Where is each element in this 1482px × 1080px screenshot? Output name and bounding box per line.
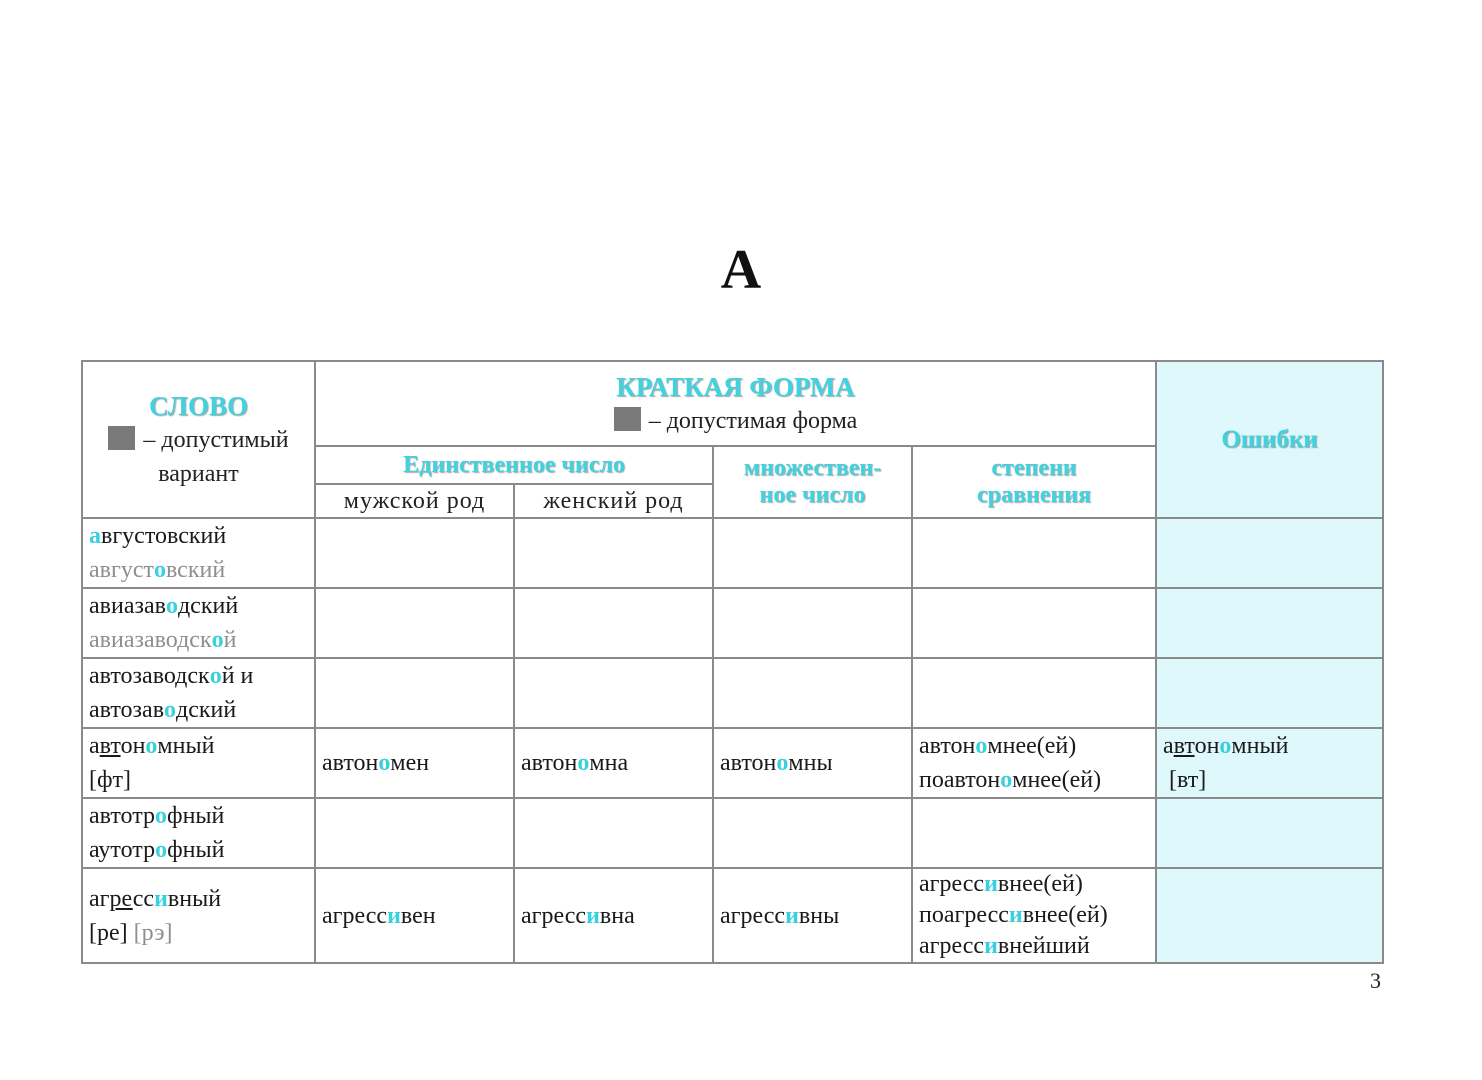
word-cell-line-part: о: [155, 803, 168, 829]
word-cell-line-part: фный: [167, 803, 225, 829]
degrees-cell-line: [919, 931, 1155, 962]
masculine-cell-line-part: вен: [400, 902, 436, 929]
plural-cell-line-part: агресс: [720, 902, 786, 929]
word-cell-line-part: и: [154, 885, 168, 912]
degrees-cell: [912, 658, 1156, 728]
degrees-cell-line-part: и: [984, 871, 998, 897]
errors-cell: [1156, 658, 1383, 728]
word-cell: [82, 658, 315, 728]
degrees-cell-line-part: агресс: [919, 933, 985, 959]
page-number: 3: [1370, 968, 1381, 993]
word-cell-line-part: вский: [165, 557, 226, 583]
word-cell-line: [89, 693, 314, 727]
plural-cell-line-part: автон: [720, 750, 777, 776]
short-form-table: [81, 360, 1384, 964]
word-cell-line-part: август: [89, 557, 154, 583]
word-cell-line-part: мный: [157, 733, 215, 759]
word-cell-line-part: [ре]: [89, 919, 134, 946]
word-cell-line-part: ре: [109, 885, 133, 912]
word-cell-line: [89, 519, 314, 553]
feminine-cell-line-part: автон: [521, 750, 578, 776]
word-cell-line-part: автотр: [89, 803, 156, 829]
errors-cell-line-part: о: [1219, 733, 1232, 759]
errors-cell-line-part: а: [1163, 733, 1174, 759]
table-row: [82, 728, 1383, 798]
degrees-cell-line-part: внейший: [997, 933, 1090, 959]
masculine-cell-line-part: агресс: [322, 902, 388, 929]
degrees-cell-line: [919, 869, 1155, 900]
word-cell: [82, 588, 315, 658]
degrees-cell-line-part: поавтон: [919, 767, 1001, 793]
legend-square-icon: [108, 426, 135, 450]
plural-cell: [713, 798, 912, 868]
degrees-cell-line-part: мнее(ей): [1012, 767, 1102, 793]
masculine-cell: [315, 798, 514, 868]
degrees-cell-line-part: агресс: [919, 871, 985, 897]
errors-cell-line: [1163, 763, 1382, 797]
degrees-cell: [912, 728, 1156, 798]
word-cell-line-part: автозаводск: [89, 663, 210, 689]
table-row: [82, 798, 1383, 868]
word-cell: [82, 728, 315, 798]
degrees-cell-line-part: внее(ей): [1022, 902, 1108, 928]
word-cell-line-part: дский: [176, 697, 237, 723]
word-cell-line: [89, 799, 314, 833]
plural-cell: [713, 728, 912, 798]
degrees-header: степени сравнения: [912, 446, 1156, 518]
section-letter: А: [720, 239, 762, 301]
plural-cell-line: [720, 899, 911, 933]
degrees-cell-line-part: о: [975, 733, 988, 759]
word-cell: [82, 868, 315, 963]
word-cell: [82, 798, 315, 868]
word-cell-line: [89, 729, 314, 763]
degrees-cell: [912, 588, 1156, 658]
feminine-header: женский род: [514, 484, 713, 518]
word-cell-line: [89, 553, 314, 587]
plural-cell-line-part: о: [776, 750, 789, 776]
errors-cell: [1156, 798, 1383, 868]
errors-cell-line-part: [вт]: [1163, 767, 1207, 793]
degrees-cell: [912, 868, 1156, 963]
masculine-cell-line-part: о: [378, 750, 391, 776]
word-cell-line-part: о: [209, 663, 222, 689]
word-cell-line-part: й и: [221, 663, 254, 689]
masculine-cell: [315, 658, 514, 728]
feminine-cell-line-part: и: [586, 902, 600, 929]
feminine-cell: [514, 798, 713, 868]
degrees-cell-line: [919, 763, 1155, 797]
masculine-header: мужской род: [315, 484, 514, 518]
feminine-cell: [514, 868, 713, 963]
word-cell-line-part: о: [165, 593, 178, 619]
degrees-cell-line-part: автон: [919, 733, 976, 759]
errors-cell-line-part: мный: [1231, 733, 1289, 759]
feminine-cell: [514, 518, 713, 588]
degrees-cell: [912, 798, 1156, 868]
degrees-cell-line-part: о: [1000, 767, 1013, 793]
word-cell-line-part: вт: [99, 733, 121, 759]
feminine-cell-line-part: вна: [599, 902, 635, 929]
word-cell-line-part: автозав: [89, 697, 165, 723]
singular-header: Единственное число: [315, 446, 713, 484]
word-cell-line-part: а: [89, 523, 101, 549]
word-column-header: [82, 361, 315, 518]
errors-cell-line-part: вт: [1173, 733, 1195, 759]
feminine-cell: [514, 728, 713, 798]
word-cell-line-part: й: [223, 627, 237, 653]
word-title: СЛОВО: [149, 390, 248, 421]
degrees-cell-line-part: поагресс: [919, 902, 1009, 928]
short-form-title: КРАТКАЯ ФОРМА: [616, 371, 855, 402]
word-cell-line: [89, 833, 314, 867]
masculine-cell: [315, 588, 514, 658]
errors-cell: [1156, 868, 1383, 963]
word-cell-line-part: вгустовский: [101, 523, 227, 549]
feminine-cell-line-part: агресс: [521, 902, 587, 929]
word-cell-line-part: о: [145, 733, 158, 759]
degrees-cell-line-part: внее(ей): [997, 871, 1083, 897]
errors-cell-line: [1163, 729, 1382, 763]
masculine-cell-line-part: автон: [322, 750, 379, 776]
masculine-cell-line-part: мен: [390, 750, 430, 776]
word-cell-line: [89, 623, 314, 657]
word-cell-line-part: [фт]: [89, 767, 132, 793]
word-cell-line-part: [рэ]: [133, 919, 173, 946]
masculine-cell: [315, 868, 514, 963]
plural-cell-line: [720, 746, 911, 780]
plural-cell-line-part: мны: [788, 750, 833, 776]
feminine-cell-line-part: о: [577, 750, 590, 776]
legend-square-icon: [614, 407, 641, 431]
degrees-cell-line-part: мнее(ей): [987, 733, 1077, 759]
masculine-cell-line: [322, 746, 513, 780]
degrees-cell-line: [919, 729, 1155, 763]
word-legend: – допустимый: [83, 423, 314, 457]
word-cell-line-part: вный: [167, 885, 222, 912]
plural-cell-line-part: и: [785, 902, 799, 929]
degrees-cell-line: [919, 900, 1155, 931]
word-cell-line-part: о: [153, 557, 166, 583]
masculine-cell-line: [322, 899, 513, 933]
plural-cell: [713, 588, 912, 658]
word-cell-line-part: авиазав: [89, 593, 166, 619]
degrees-cell-line-part: и: [1008, 902, 1023, 928]
degrees-cell: [912, 518, 1156, 588]
errors-cell: [1156, 728, 1383, 798]
word-cell-line-part: аг: [89, 885, 110, 912]
feminine-cell-line: [521, 746, 712, 780]
word-cell-line-part: аутотр: [89, 837, 156, 863]
short-form-legend: – допустимая форма: [316, 404, 1155, 438]
word-cell-line-part: фный: [167, 837, 225, 863]
table-row: [82, 518, 1383, 588]
masculine-cell: [315, 728, 514, 798]
masculine-cell-line-part: и: [387, 902, 401, 929]
plural-header: множествен- ное число: [713, 446, 912, 518]
errors-cell-line-part: он: [1194, 733, 1220, 759]
word-cell-line: [89, 882, 314, 916]
plural-cell: [713, 868, 912, 963]
plural-cell-line-part: вны: [798, 902, 840, 929]
table-row: [82, 588, 1383, 658]
word-cell-line: [89, 763, 314, 797]
word-cell-line: [89, 659, 314, 693]
word-cell-line: [89, 916, 314, 950]
plural-cell: [713, 658, 912, 728]
word-cell-line-part: а: [89, 733, 100, 759]
word-legend-2: вариант: [158, 460, 239, 487]
word-cell-line: [89, 589, 314, 623]
feminine-cell-line: [521, 899, 712, 933]
table-row: [82, 868, 1383, 963]
word-cell-line-part: он: [120, 733, 146, 759]
word-cell-line-part: о: [164, 697, 177, 723]
word-cell-line-part: сс: [132, 885, 155, 912]
word-cell-line-part: о: [155, 837, 168, 863]
word-cell: [82, 518, 315, 588]
masculine-cell: [315, 518, 514, 588]
word-cell-line-part: авиазаводск: [89, 627, 212, 653]
degrees-cell-line-part: и: [984, 933, 998, 959]
feminine-cell: [514, 588, 713, 658]
feminine-cell-line-part: мна: [589, 750, 629, 776]
errors-column-header: Ошибки: [1156, 361, 1383, 518]
feminine-cell: [514, 658, 713, 728]
short-form-header: [315, 361, 1156, 446]
word-cell-line-part: дский: [177, 593, 239, 619]
word-cell-line-part: о: [211, 627, 224, 653]
table-row: [82, 658, 1383, 728]
errors-cell: [1156, 588, 1383, 658]
plural-cell: [713, 518, 912, 588]
errors-cell: [1156, 518, 1383, 588]
